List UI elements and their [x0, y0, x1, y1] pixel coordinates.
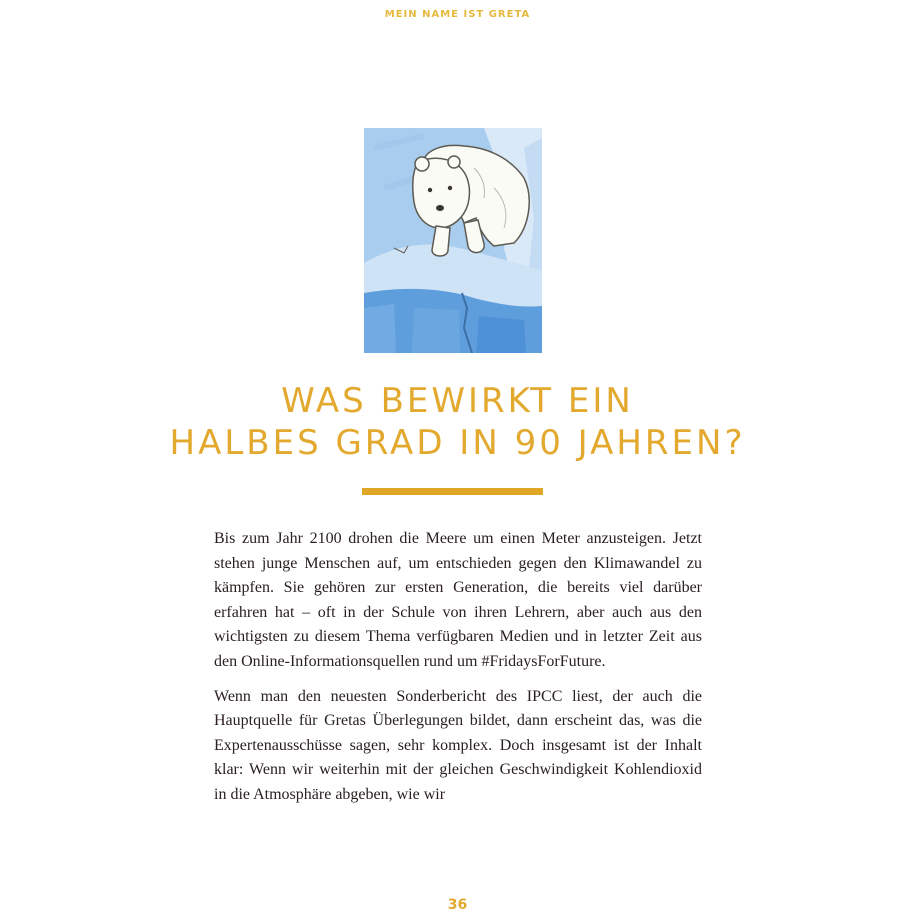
headline-line-2: HALBES GRAD IN 90 JAHREN?: [169, 423, 746, 463]
paragraph-1: Bis zum Jahr 2100 drohen die Meere um einen Meter anzusteigen. Jetzt stehen junge Menschen auf, um entschieden gegen den Klimawandel zu kämpfen. Sie gehören zur ersten Generation, die bereits viel darüber erfahren hat – oft in der Schule von ihren Lehrern, aber auch aus den wichtigsten zu diesem Thema verfügbaren Medien und in letzter Zeit aus den Online-Informationsquellen rund um #FridaysForFuture.: [214, 530, 702, 670]
body-text: [214, 527, 702, 818]
paragraph-2: Wenn man den neuesten Sonderbericht des IPCC liest, der auch die Hauptquelle für Gretas Überlegungen bildet, dann erscheint das, was die Expertenausschüsse sagen, sehr komplex. Doch insgesamt ist der Inhalt klar: Wenn wir weiterhin mit der gleichen Geschwindigkeit Kohlendioxid in die Atmosphäre abgeben, wie wir: [214, 687, 702, 803]
headline: [0, 380, 915, 464]
headline-line-1: WAS BEWIRKT EIN: [281, 381, 634, 421]
running-head: MEIN NAME IST GRETA: [384, 9, 531, 20]
page-number: 36: [447, 897, 468, 913]
accent-rule: [362, 488, 543, 495]
polar-bear-on-ice-floe-icon: [364, 128, 542, 353]
